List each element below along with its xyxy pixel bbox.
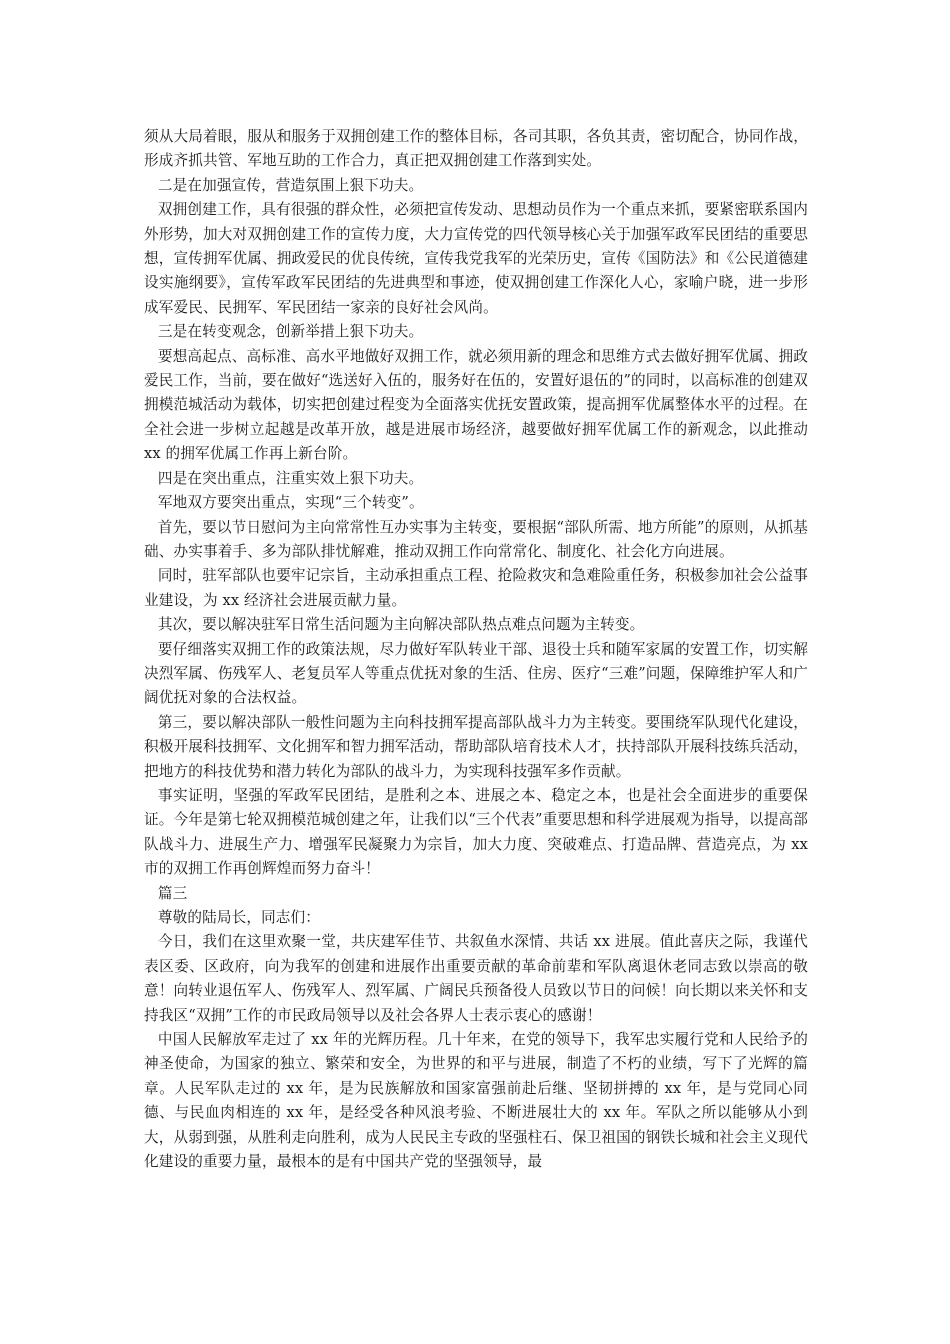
paragraph: 中国人民解放军走过了 xx 年的光辉历程。几十年来，在党的领导下，我军忠实履行党和人民给予的神圣使命，为国家的独立、繁荣和安全，为世界的和平与进展，制造了不朽的业绩，写下了光辉的篇章。人民军队走过的 xx 年，是为民族解放和国家富强前赴后继、坚韧拼搏的 xx 年，是与党同心同德、与民血肉相连的 xx 年，是经受各种风浪考验、不断进展壮大的 xx 年。军队之所以能够从小到大，从弱到强，从胜利走向胜利，成为人民民主专政的坚强柱石、保卫祖国的钢铁长城和社会主义现代化建设的重要力量，最根本的是有中国共产党的坚强领导，最 bbox=[144, 1031, 808, 1171]
paragraph: 双拥创建工作，具有很强的群众性，必须把宣传发动、思想动员作为一个重点来抓，要紧密联系国内外形势，加大对双拥创建工作的宣传力度，大力宣传党的四代领导核心关于加强军政军民团结的重要思想，宣传拥军优属、拥政爱民的优良传统，宣传我党我军的光荣历史，宣传《国防法》和《公民道德建设实施纲要》，宣传军政军民团结的先进典型和事迹，使双拥创建工作深化人心，家喻户晓，进一步形成军爱民、民拥军、军民团结一家亲的良好社会风尚。 bbox=[144, 201, 808, 316]
paragraph: 事实证明，坚强的军政军民团结，是胜利之本、进展之本、稳定之本，也是社会全面进步的重要保证。今年是第七轮双拥模范城创建之年，让我们以“三个代表”重要思想和科学进展观为指导，以提高部队战斗力、进展生产力、增强军民凝聚力为宗旨，加大力度、突破难点、打造品牌、营造亮点，为 xx 市的双拥工作再创辉煌而努力奋斗！ bbox=[144, 786, 808, 878]
document-body bbox=[144, 125, 808, 1174]
paragraph: 四是在突出重点，注重实效上狠下功夫。 bbox=[157, 469, 424, 487]
paragraph: 须从大局着眼，服从和服务于双拥创建工作的整体目标，各司其职，各负其责，密切配合，协同作战，形成齐抓共管、军地互助的工作合力，真正把双拥创建工作落到实处。 bbox=[144, 128, 808, 170]
paragraph: 尊敬的陆局长，同志们： bbox=[157, 909, 321, 926]
paragraph: 其次，要以解决驻军日常生活问题为主向解决部队热点难点问题为主转变。 bbox=[157, 616, 645, 634]
paragraph: 今日，我们在这里欢聚一堂，共庆建军佳节、共叙鱼水深情、共话 xx 进展。值此喜庆之际，我谨代表区委、区政府，向为我军的创建和进展作出重要贡献的革命前辈和军队离退休老同志致以崇高的敬意！向转业退伍军人、伤残军人、烈军属、广阔民兵预备役人员致以节日的问候！向长期以来关怀和支持我区“双拥”工作的市民政局领导以及社会各界人士表示衷心的感谢！ bbox=[144, 933, 808, 1024]
paragraph: 首先，要以节日慰问为主向常常性互办实事为主转变，要根据“部队所需、地方所能”的原则，从抓基础、办实事着手、多为部队排忧解难，推动双拥工作向常常化、制度化、社会化方向进展。 bbox=[144, 518, 808, 560]
paragraph: 要想高起点、高标准、高水平地做好双拥工作，就必须用新的理念和思维方式去做好拥军优属、拥政爱民工作，当前，要在做好“选送好入伍的，服务好在伍的，安置好退伍的”的同时，以高标准的创建双拥模范城活动为载体，切实把创建过程变为全面落实优抚安置政策，提高拥军优属整体水平的过程。在全社会进一步树立起越是改革开放，越是进展市场经济，越要做好拥军优属工作的新观念，以此推动 xx 的拥军优属工作再上新台阶。 bbox=[144, 347, 808, 463]
paragraph: 篇三 bbox=[157, 884, 188, 902]
paragraph: 要仔细落实双拥工作的政策法规，尽力做好军队转业干部、退役士兵和随军家属的安置工作，切实解决烈军属、伤残军人、老复员军人等重点优抚对象的生活、住房、医疗“三难”问题，保障维护军人和广阔优抚对象的合法权益。 bbox=[144, 640, 808, 707]
paragraph: 三是在转变观念，创新举措上狠下功夫。 bbox=[157, 323, 424, 341]
paragraph: 二是在加强宣传，营造氛围上狠下功夫。 bbox=[157, 176, 424, 194]
paragraph: 同时，驻军部队也要牢记宗旨，主动承担重点工程、抢险救灾和急难险重任务，积极参加社会公益事业建设，为 xx 经济社会进展贡献力量。 bbox=[144, 567, 808, 609]
paragraph: 军地双方要突出重点，实现“三个转变”。 bbox=[157, 494, 424, 512]
paragraph: 第三，要以解决部队一般性问题为主向科技拥军提高部队战斗力为主转变。要围绕军队现代化建设，积极开展科技拥军、文化拥军和智力拥军活动，帮助部队培育技术人才，扶持部队开展科技练兵活动，把地方的科技优势和潜力转化为部队的战斗力，为实现科技强军多作贡献。 bbox=[144, 713, 808, 780]
